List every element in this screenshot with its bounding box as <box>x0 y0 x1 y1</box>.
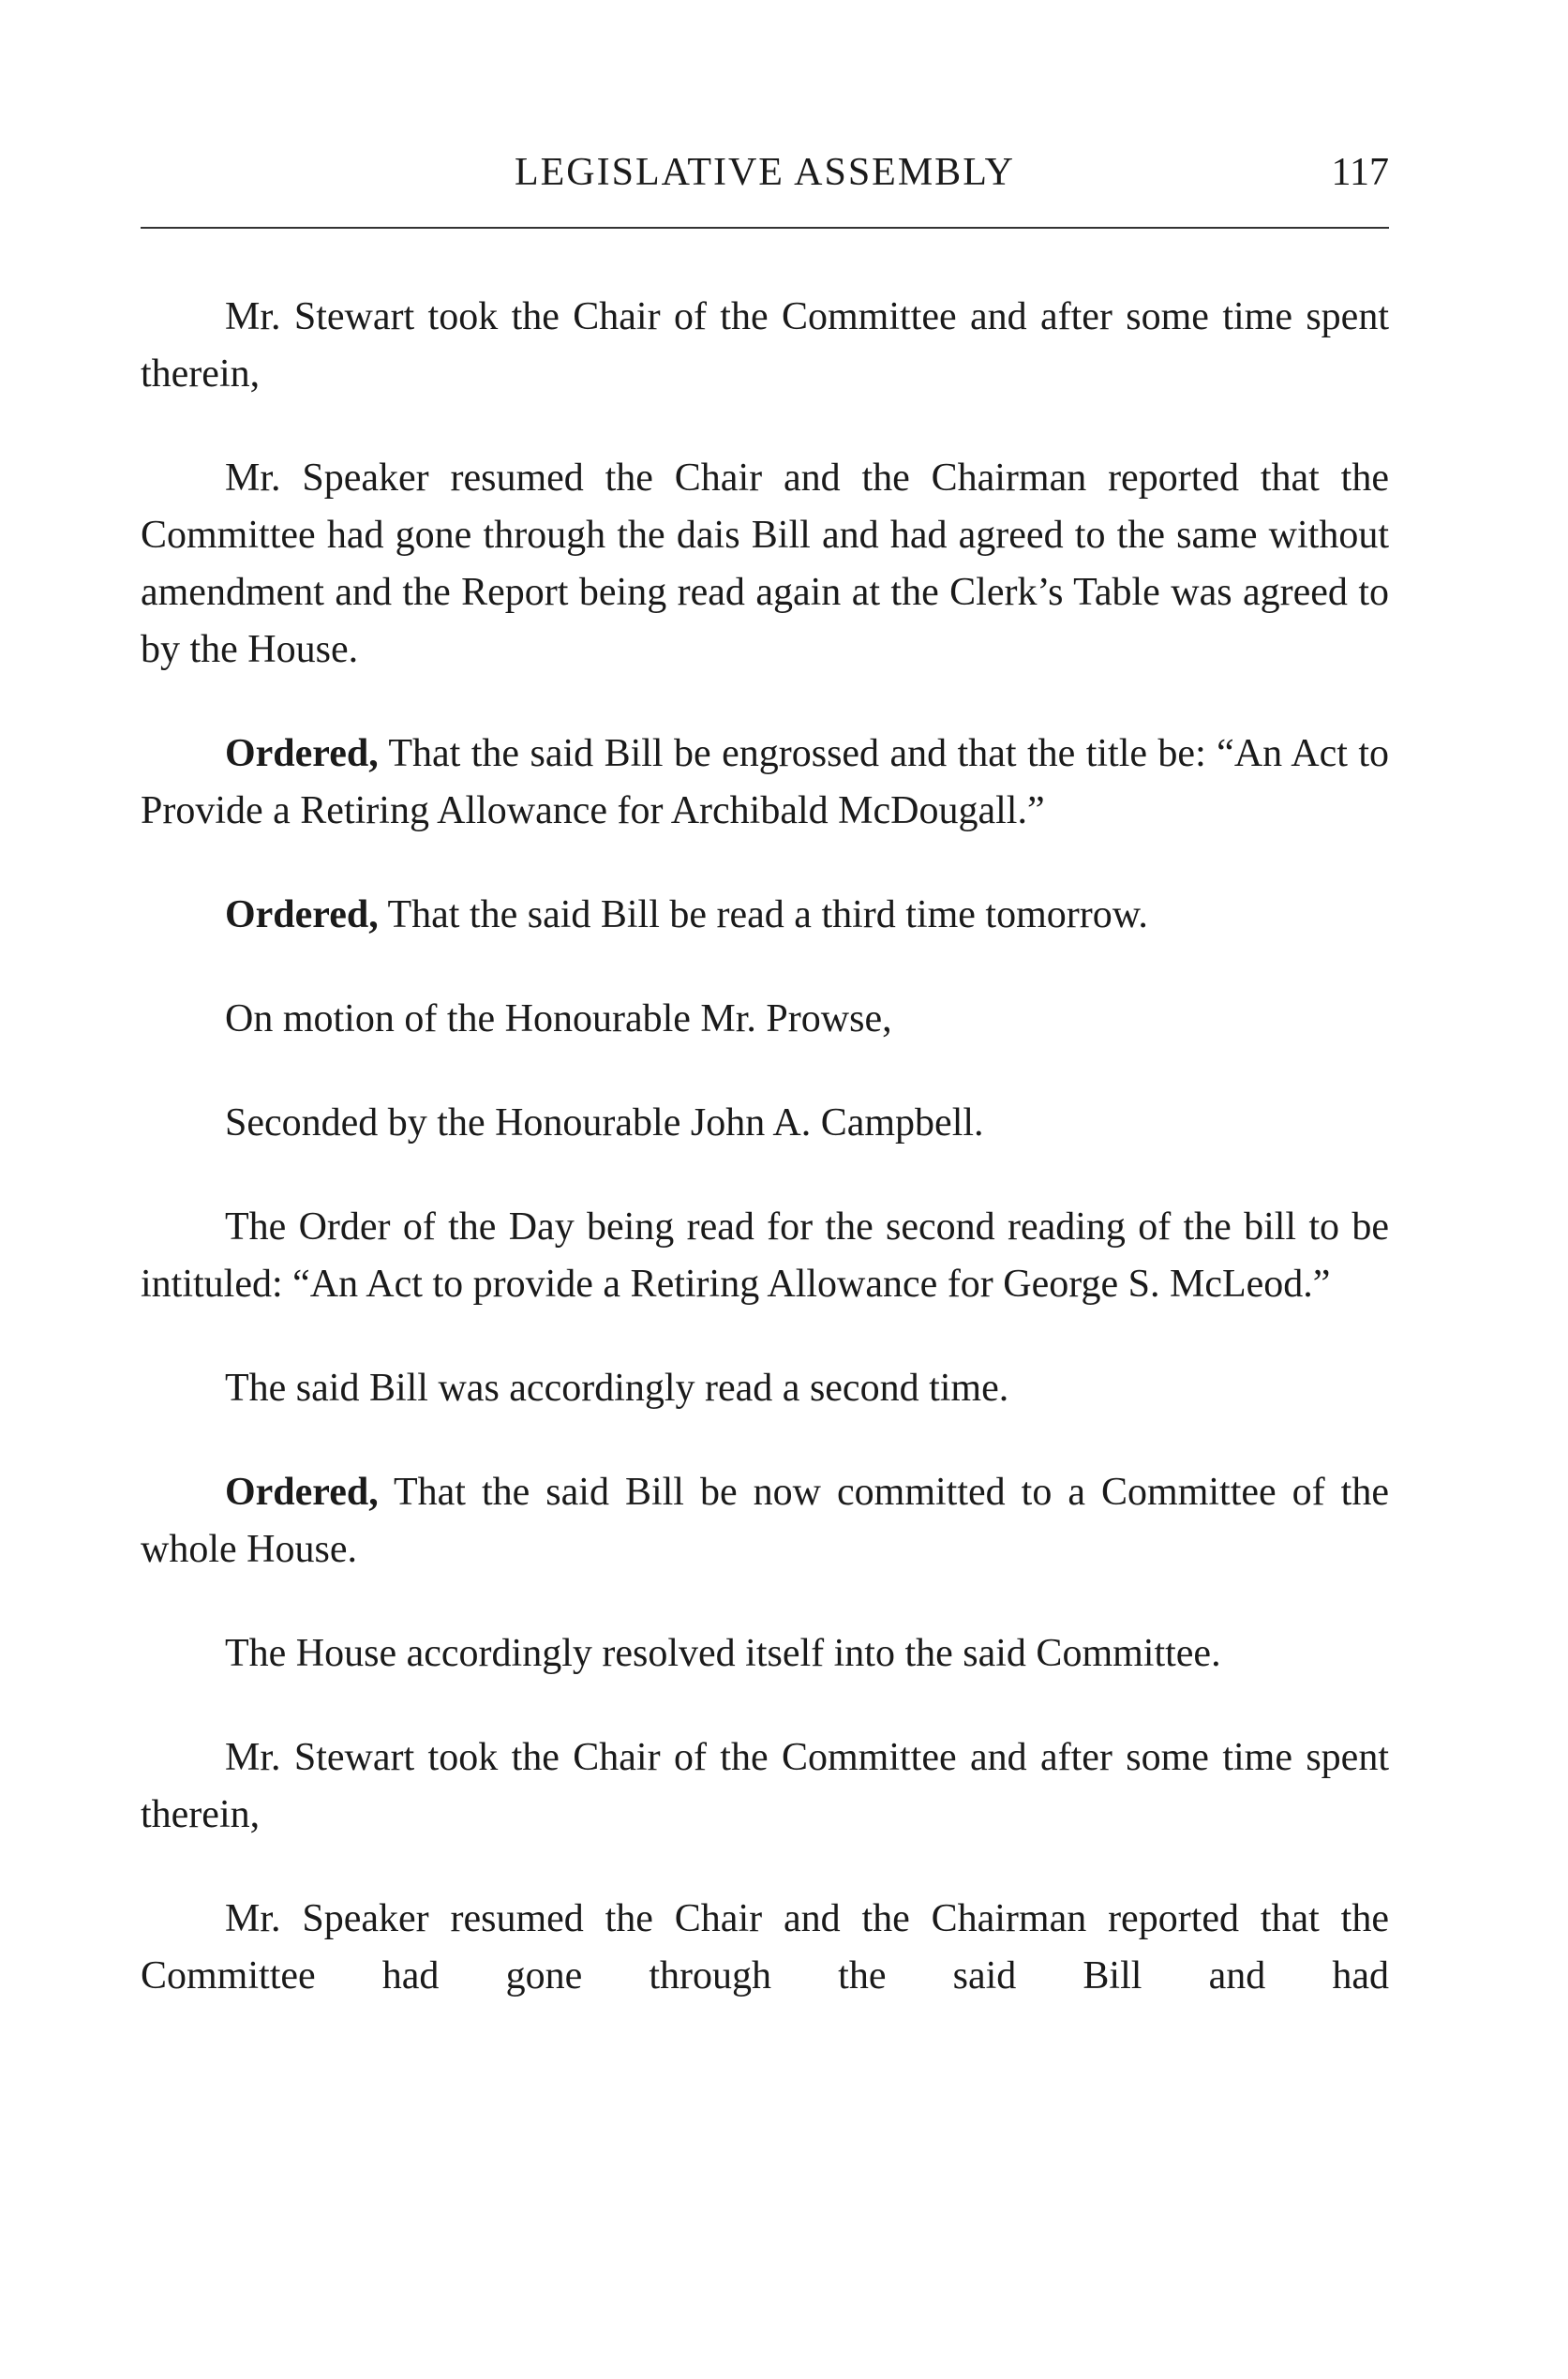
paragraph-text: The Order of the Day being read for the second reading of the bill to be intituled: “An Act to provide a Retiring Allowance for George S. McLeod.” <box>141 1205 1389 1306</box>
paragraph-7 <box>141 1199 1389 1313</box>
paragraph-12 <box>141 1891 1389 2005</box>
page-number: 117 <box>1331 151 1389 194</box>
paragraph-10 <box>141 1625 1389 1683</box>
header-rule <box>141 227 1389 229</box>
paragraph-text: Mr. Speaker resumed the Chair and the Chairman reported that the Committee had gone through the said Bill and had <box>141 1897 1389 1997</box>
paragraph-3 <box>141 726 1389 840</box>
paragraph-6 <box>141 1095 1389 1152</box>
paragraph-text: The House accordingly resolved itself into the said Committee. <box>225 1632 1221 1675</box>
paragraph-8 <box>141 1360 1389 1417</box>
paragraph-11 <box>141 1729 1389 1844</box>
paragraph-text: Mr. Stewart took the Chair of the Committee and after some time spent therein, <box>141 295 1389 396</box>
paragraph-text: On motion of the Honourable Mr. Prowse, <box>225 997 892 1040</box>
body-text <box>141 289 1389 2052</box>
paragraph-text: Mr. Stewart took the Chair of the Committee and after some time spent therein, <box>141 1736 1389 1836</box>
ordered-lead: Ordered, <box>225 732 379 775</box>
paragraph-4 <box>141 887 1389 944</box>
paragraph-text: Mr. Speaker resumed the Chair and the Chairman reported that the Committee had gone through the dais Bill and had agreed to the same without amendment and the Report being read again at the Clerk’s Table was agreed to by the House. <box>141 456 1389 671</box>
document-page <box>141 0 1389 2379</box>
paragraph-text: That the said Bill be read a third time tomorrow. <box>378 893 1148 936</box>
page-header <box>141 150 1389 206</box>
paragraph-text: That the said Bill be engrossed and that the title be: “An Act to Provide a Retiring Allowance for Archibald McDougall.” <box>141 732 1389 832</box>
ordered-lead: Ordered, <box>225 1471 379 1514</box>
paragraph-1 <box>141 289 1389 403</box>
running-title: LEGISLATIVE ASSEMBLY <box>515 151 1015 194</box>
paragraph-2 <box>141 450 1389 679</box>
paragraph-text: That the said Bill be now committed to a Committee of the whole House. <box>141 1471 1389 1571</box>
paragraph-text: Seconded by the Honourable John A. Campbell. <box>225 1101 984 1145</box>
paragraph-text: The said Bill was accordingly read a second time. <box>225 1367 1009 1410</box>
paragraph-9 <box>141 1464 1389 1579</box>
paragraph-5 <box>141 991 1389 1048</box>
ordered-lead: Ordered, <box>225 893 379 936</box>
